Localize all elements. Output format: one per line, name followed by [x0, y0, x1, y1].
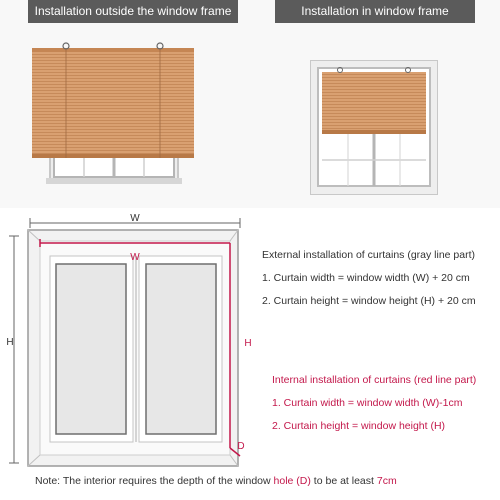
outside-installation-label: Installation outside the window frame — [28, 0, 238, 23]
measurement-guide — [0, 208, 500, 500]
inner-width-label: W — [130, 252, 140, 263]
window-measurement-diagram — [0, 208, 260, 500]
outer-height-label: H — [6, 337, 14, 348]
left-glass-pane — [56, 264, 126, 434]
note-middle: to be at least — [310, 475, 377, 487]
depth-label: D — [237, 441, 245, 452]
inside-installation-illustration — [310, 60, 438, 195]
outer-width-label: W — [130, 213, 140, 224]
internal-installation-title: Internal installation of curtains (red line part) — [272, 374, 477, 386]
depth-note — [35, 475, 397, 487]
right-glass-pane — [146, 264, 216, 434]
internal-height-rule: 2. Curtain height = window height (H) — [272, 420, 446, 432]
installation-examples — [0, 0, 500, 208]
outside-installation-illustration — [28, 40, 198, 190]
note-prefix: Note: The interior requires the depth of the window — [35, 475, 274, 487]
external-height-rule: 2. Curtain height = window height (H) + 20 cm — [262, 295, 476, 307]
external-width-rule: 1. Curtain width = window width (W) + 20 cm — [262, 272, 470, 284]
internal-width-rule: 1. Curtain width = window width (W)-1cm — [272, 397, 463, 409]
note-depth: 7cm — [376, 475, 397, 487]
external-installation-title: External installation of curtains (gray line part) — [262, 249, 476, 261]
note-hole: hole (D) — [273, 475, 311, 487]
inside-installation-label: Installation in window frame — [275, 0, 475, 23]
inner-height-label: H — [244, 338, 252, 349]
